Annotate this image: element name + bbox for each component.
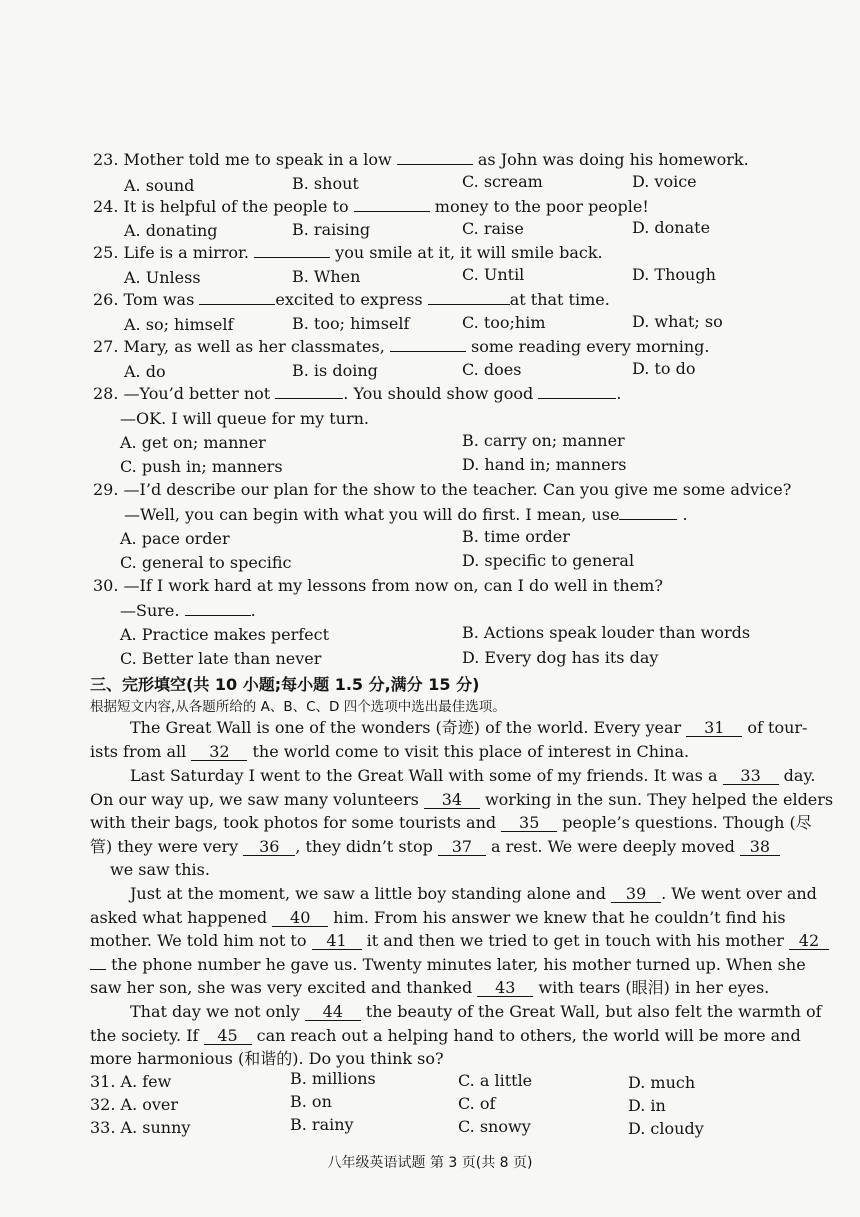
question-text: as John was doing his homework.	[472, 150, 749, 169]
question-30	[93, 576, 663, 596]
option-a: A. Unless	[124, 268, 201, 287]
answer-blank	[185, 601, 251, 616]
option-d: D. Though	[632, 265, 716, 284]
cloze-option-c: C. a little	[458, 1071, 533, 1090]
answer-blank	[275, 384, 343, 399]
question-text: —Well, you can begin with what you will do first. I mean, use	[124, 505, 620, 524]
option-d: D. donate	[632, 218, 711, 237]
cloze-blank: 36	[243, 839, 295, 856]
option-a: A. so; himself	[124, 315, 234, 334]
question-text: . You should show good	[343, 384, 539, 403]
question-text: 25. Life is a mirror.	[93, 243, 255, 262]
question-text: some reading every morning.	[465, 337, 710, 356]
cloze-option-a: 32. A. over	[90, 1095, 179, 1114]
cloze-option-a: 33. A. sunny	[90, 1118, 191, 1137]
cloze-option-d: D. much	[628, 1073, 696, 1092]
question-25	[93, 243, 603, 263]
option-c: C. too;him	[462, 313, 546, 332]
dialogue-reply: —OK. I will queue for my turn.	[120, 409, 370, 428]
page-footer: 八年级英语试题 第 3 页(共 8 页)	[327, 1155, 533, 1171]
option-a: A. Practice makes perfect	[120, 625, 330, 644]
option-b: B. too; himself	[292, 314, 410, 333]
question-text: 27. Mary, as well as her classmates,	[93, 337, 390, 356]
question-text: you smile at it, it will smile back.	[330, 243, 603, 262]
cloze-blank: 41	[312, 933, 362, 950]
cloze-blank: 35	[501, 815, 557, 832]
cloze-blank: 44	[305, 1004, 361, 1021]
cloze-option-d: D. cloudy	[628, 1119, 704, 1138]
option-b: B. time order	[462, 527, 570, 546]
question-text: 26. Tom was	[93, 290, 200, 309]
option-b: B. When	[292, 267, 361, 286]
option-d: D. specific to general	[462, 551, 635, 570]
answer-blank	[199, 290, 275, 305]
option-d: D. what; so	[632, 312, 723, 331]
question-text: 24. It is helpful of the people to	[93, 197, 354, 216]
question-23	[93, 150, 749, 170]
cloze-blank: 40	[272, 910, 328, 927]
option-c: C. general to specific	[120, 553, 292, 572]
option-b: B. Actions speak louder than words	[462, 623, 751, 642]
cloze-option-b: B. rainy	[290, 1115, 354, 1134]
section-instruction: 根据短文内容,从各题所给的 A、B、C、D 四个选项中选出最佳选项。	[90, 699, 506, 715]
cloze-blank: 45	[204, 1028, 252, 1045]
question-26	[93, 290, 610, 310]
cloze-blank: 34	[424, 792, 480, 809]
question-29	[93, 480, 791, 500]
answer-blank	[390, 337, 466, 352]
section-heading: 三、完形填空(共 10 小题;每小题 1.5 分,满分 15 分)	[90, 675, 480, 694]
passage-paragraph-1: The Great Wall is one of the wonders (奇迹) of the world. Every year 31 of tour- ists from all 32 the world come to visit this place of interest in China.	[90, 718, 808, 761]
option-c: C. raise	[462, 219, 524, 238]
option-c: C. Better late than never	[120, 649, 322, 668]
answer-blank	[619, 505, 677, 520]
question-text: 28. —You’d better not	[93, 384, 276, 403]
answer-blank	[538, 384, 616, 399]
question-text: .	[677, 505, 688, 524]
option-d: D. hand in; manners	[462, 455, 627, 474]
option-d: D. Every dog has its day	[462, 648, 659, 667]
cloze-blank: 42	[789, 933, 829, 950]
question-text: 29. —I’d describe our plan for the show to the teacher. Can you give me some advice?	[93, 480, 792, 499]
cloze-option-b: B. millions	[290, 1069, 376, 1088]
option-b: B. raising	[292, 220, 371, 239]
cloze-blank: 32	[191, 744, 247, 761]
option-c: C. Until	[462, 265, 525, 284]
option-b: B. is doing	[292, 361, 378, 380]
option-a: A. sound	[124, 176, 195, 195]
cloze-blank: 39	[611, 886, 661, 903]
passage-paragraph-2: Last Saturday I went to the Great Wall with some of my friends. It was a 33 day. On our way up, we saw many volunteers 34 working in the sun. They helped the elders with their bags, took photos for some tourists and 35 people’s questions. Though (尽 管) they were very 36 , they didn’t stop 37 a rest. We were deeply moved 38 we saw this.	[90, 766, 834, 880]
question-text: money to the poor people!	[429, 197, 649, 216]
passage-paragraph-3: Just at the moment, we saw a little boy standing alone and 39 . We went over and asked what happened 40 him. From his answer we knew that he couldn’t find his mother. We told him not to 41 it and then we tried to get in touch with his mother 42 the phone number he gave us. Twenty minutes later, his mother turned up. When she saw her son, she was very excited and thanked 43 with tears (眼泪) in her eyes.	[90, 882, 806, 1000]
answer-blank	[397, 150, 473, 165]
question-text: 30. —If I work hard at my lessons from now on, can I do well in them?	[93, 576, 663, 595]
option-a: A. do	[124, 362, 166, 381]
answer-blank	[354, 197, 430, 212]
question-text: at that time.	[509, 290, 610, 309]
question-text: 23. Mother told me to speak in a low	[93, 150, 397, 169]
cloze-blank: 37	[438, 839, 486, 856]
cloze-blank: 38	[740, 839, 780, 856]
option-a: A. donating	[124, 221, 218, 240]
cloze-blank: 43	[477, 980, 533, 997]
dialogue-reply	[124, 505, 688, 525]
cloze-option-c: C. of	[458, 1094, 496, 1113]
question-27	[93, 337, 709, 357]
dialogue-reply	[120, 601, 256, 621]
question-text: .	[250, 601, 256, 620]
answer-blank	[428, 290, 510, 305]
option-a: A. pace order	[120, 529, 230, 548]
option-d: D. to do	[632, 359, 696, 378]
option-c: C. does	[462, 360, 522, 379]
cloze-blank: 33	[723, 768, 779, 785]
option-d: D. voice	[632, 172, 697, 191]
cloze-option-b: B. on	[290, 1092, 332, 1111]
option-b: B. carry on; manner	[462, 431, 625, 450]
question-28	[93, 384, 621, 404]
question-24	[93, 197, 649, 217]
answer-blank	[254, 243, 330, 258]
option-c: C. scream	[462, 172, 543, 191]
cloze-option-d: D. in	[628, 1096, 666, 1115]
question-text: —Sure.	[120, 601, 185, 620]
passage-paragraph-4: That day we not only 44 the beauty of the Great Wall, but also felt the warmth of the society. If 45 can reach out a helping hand to others, the world will be more and more harmonious (和谐的). Do you think so?	[90, 1002, 822, 1069]
option-c: C. push in; manners	[120, 457, 283, 476]
question-text: excited to express	[275, 290, 428, 309]
cloze-option-a: 31. A. few	[90, 1072, 172, 1091]
option-a: A. get on; manner	[120, 433, 266, 452]
question-text: .	[616, 384, 622, 403]
cloze-blank: 31	[686, 720, 742, 737]
option-b: B. shout	[292, 174, 359, 193]
cloze-option-c: C. snowy	[458, 1117, 531, 1136]
